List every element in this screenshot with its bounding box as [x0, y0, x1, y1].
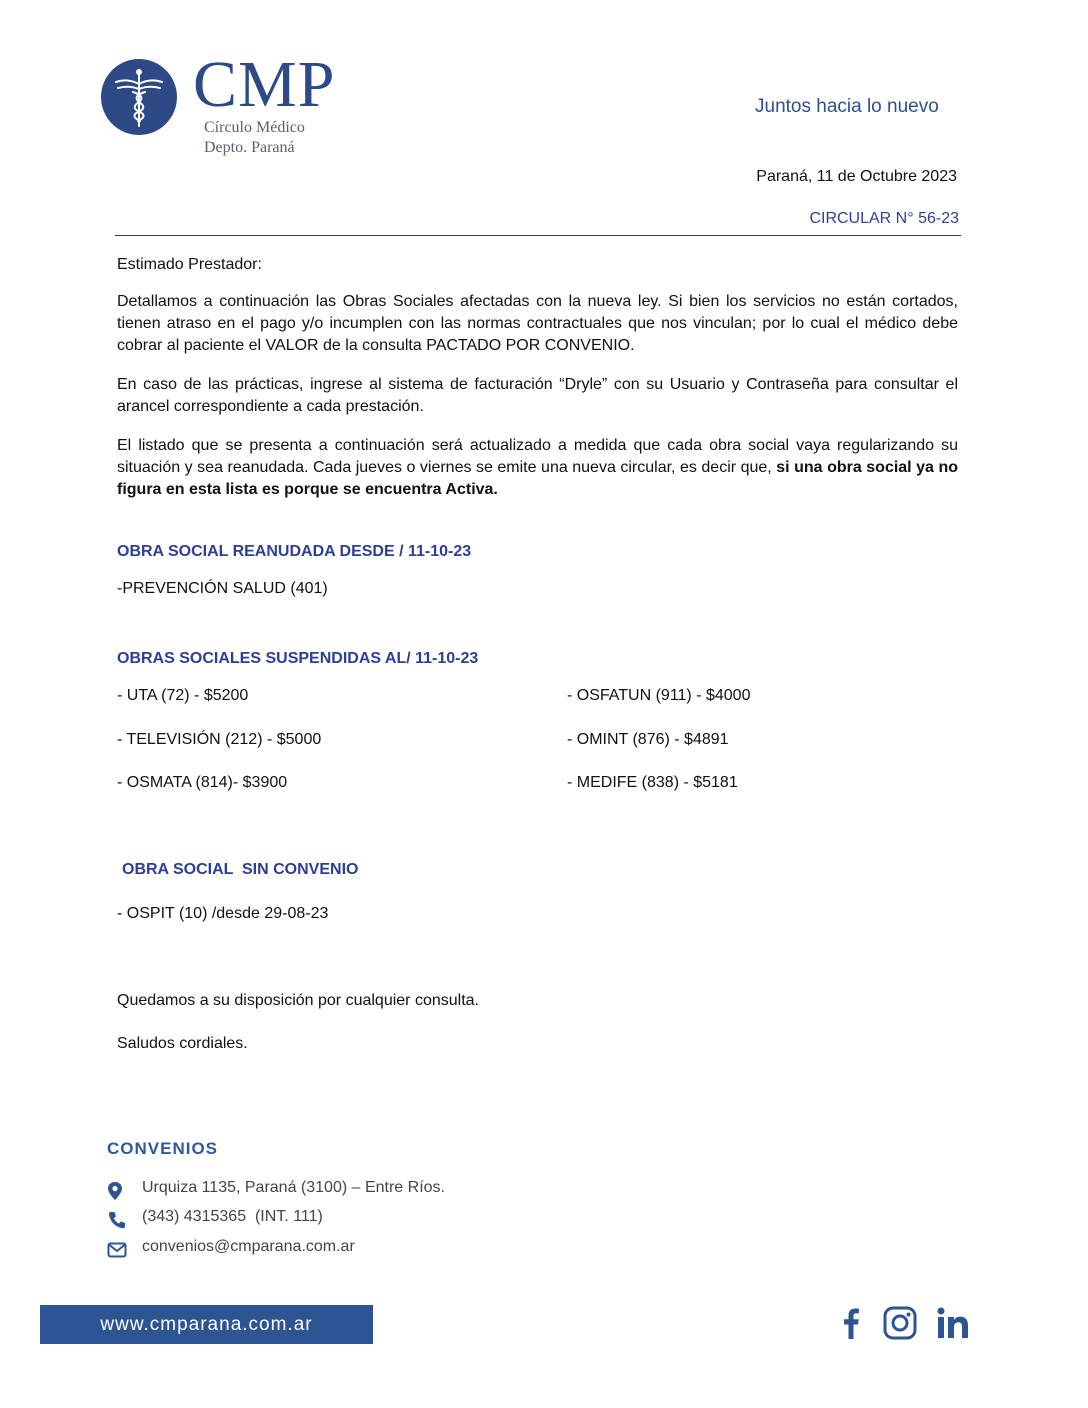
signoff: Saludos cordiales.: [117, 1035, 248, 1052]
mail-icon: [107, 1240, 127, 1260]
logo-subtitle-line1: Círculo Médico: [204, 119, 305, 136]
logo-subtitle-line2: Depto. Paraná: [204, 139, 295, 156]
list-item: - OMINT (876) - $4891: [567, 731, 729, 748]
tagline: Juntos hacia lo nuevo: [755, 96, 939, 117]
cmp-logo-emblem: [100, 58, 178, 136]
footer-email[interactable]: convenios@cmparana.com.ar: [142, 1238, 355, 1255]
section-title-reanudada: OBRA SOCIAL REANUDADA DESDE / 11-10-23: [117, 543, 472, 560]
website-banner[interactable]: [40, 1305, 373, 1344]
instagram-icon[interactable]: [882, 1305, 918, 1341]
paragraph-1: Detallamos a continuación las Obras Sociales afectadas con la nueva ley. Si bien los servicios no están cortados, tienen atraso en el pago y/o incumplen con las normas contractuales que nos vinculan; por lo cual el médico debe cobrar al paciente el VALOR de la consulta PACTADO POR CONVENIO.: [117, 293, 958, 354]
logo-subtitle: [204, 118, 305, 158]
paragraph-3-bold: si una obra social ya no figura en esta lista es porque se encuentra Activa.: [117, 459, 958, 498]
greeting: Estimado Prestador:: [117, 256, 262, 273]
letter-date: Paraná, 11 de Octubre 2023: [756, 168, 957, 185]
list-item: - OSPIT (10) /desde 29-08-23: [117, 905, 329, 922]
header-divider: [115, 235, 961, 236]
linkedin-icon[interactable]: [935, 1305, 971, 1341]
facebook-icon[interactable]: [833, 1305, 869, 1341]
phone-icon: [107, 1210, 127, 1230]
paragraph-2: En caso de las prácticas, ingrese al sistema de facturación “Dryle” con su Usuario y Contraseña para consultar el arancel correspondiente a cada prestación.: [117, 376, 958, 415]
map-pin-icon: [105, 1181, 125, 1201]
footer-title: CONVENIOS: [107, 1139, 219, 1158]
list-item: - TELEVISIÓN (212) - $5000: [117, 731, 322, 748]
section-title-sin-convenio: OBRA SOCIAL SIN CONVENIO: [122, 861, 359, 878]
list-item: -PREVENCIÓN SALUD (401): [117, 580, 328, 597]
website-link[interactable]: www.cmparana.com.ar: [100, 1314, 313, 1335]
paragraph-3-text: El listado que se presenta a continuación será actualizado a medida que cada obra social vaya regularizando su situación y sea reanudada. Cada jueves o viernes se emite una nueva circular, es decir que,: [117, 437, 958, 476]
circular-number: CIRCULAR N° 56-23: [809, 210, 959, 227]
footer-address: Urquiza 1135, Paraná (3100) – Entre Ríos.: [142, 1179, 445, 1196]
paragraph-3: [117, 435, 958, 501]
logo-wordmark: CMP: [193, 48, 336, 121]
list-item: - MEDIFE (838) - $5181: [567, 774, 738, 791]
list-item: - UTA (72) - $5200: [117, 687, 249, 704]
footer-phone: (343) 4315365 (INT. 111): [142, 1208, 323, 1225]
closing-line: Quedamos a su disposición por cualquier consulta.: [117, 992, 479, 1009]
list-item: - OSFATUN (911) - $4000: [567, 687, 751, 704]
section-title-suspendidas: OBRAS SOCIALES SUSPENDIDAS AL/ 11-10-23: [117, 650, 479, 667]
list-item: - OSMATA (814)- $3900: [117, 774, 288, 791]
